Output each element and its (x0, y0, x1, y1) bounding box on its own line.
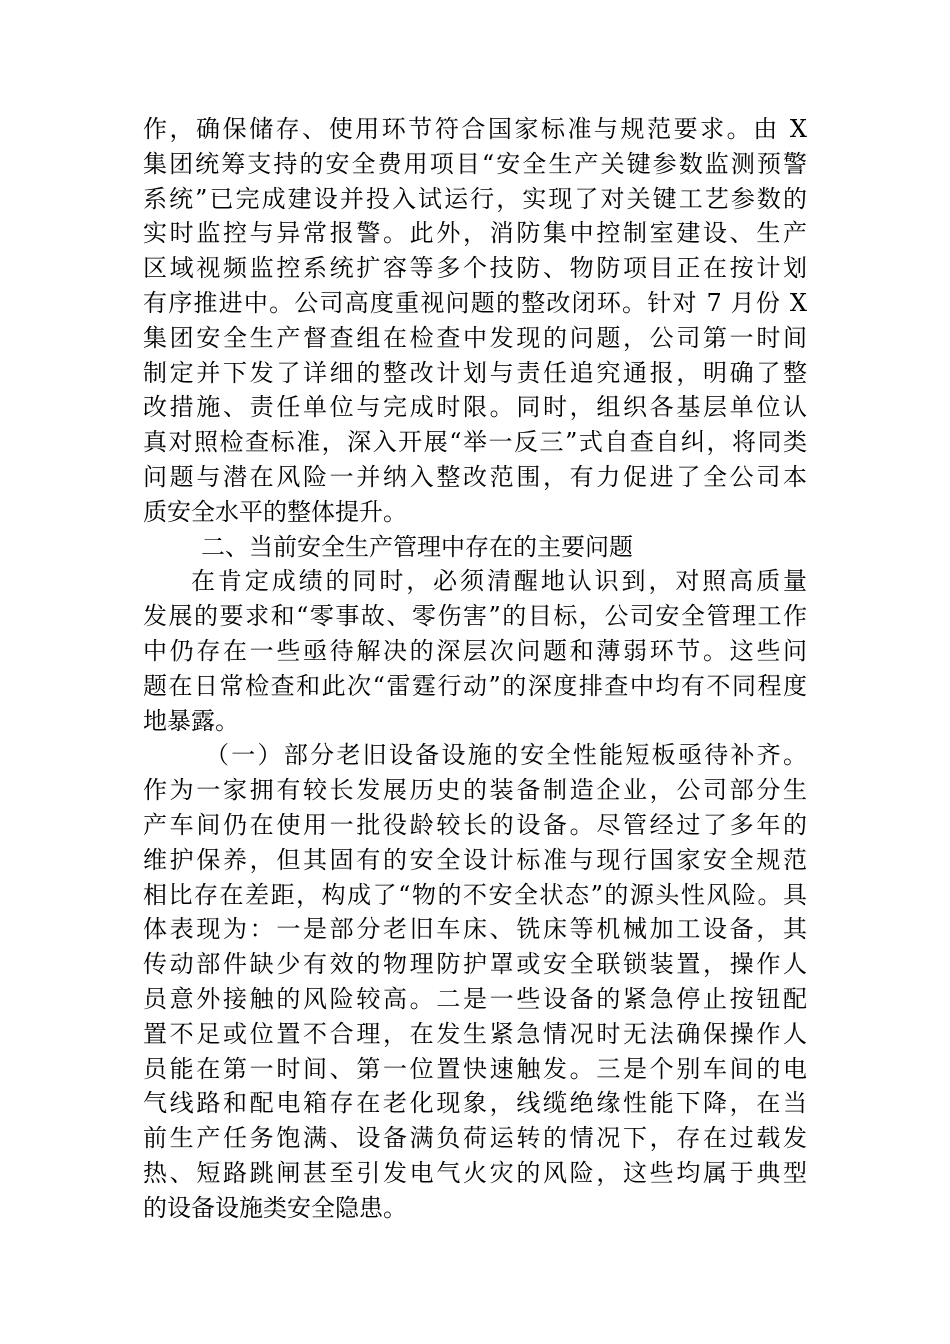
text-line: 有序推进中。公司高度重视问题的整改闭环。针对 7 月份 X (143, 288, 807, 317)
text-line: 员意外接触的风险较高。二是一些设备的紧急停止按钮配 (143, 984, 807, 1013)
text-line: 相比存在差距，构成了“物的不安全状态”的源头性风险。具 (143, 880, 807, 909)
text-line: 集团统筹支持的安全费用项目“安全生产关键参数监测预警 (143, 149, 807, 178)
section-heading: 二、当前安全生产管理中存在的主要问题 (201, 532, 633, 561)
text-line: 维护保养，但其固有的安全设计标准与现行国家安全规范 (143, 845, 807, 874)
text-line: 体表现为：一是部分老旧车床、铣床等机械加工设备，其 (143, 915, 807, 944)
text-line: 置不足或位置不合理，在发生紧急情况时无法确保操作人 (143, 1019, 807, 1048)
document-body (143, 112, 807, 1226)
text-line: 作，确保储存、使用环节符合国家标准与规范要求。由 X (143, 115, 807, 143)
text-line: 问题与潜在风险一并纳入整改范围，有力促进了全公司本 (143, 462, 807, 491)
text-line: 传动部件缺少有效的物理防护罩或安全联锁装置，操作人 (143, 950, 807, 979)
text-line: 真对照检查标准，深入开展“举一反三”式自查自纠，将同类 (143, 428, 807, 457)
text-line: 集团安全生产督查组在检查中发现的问题，公司第一时间 (143, 323, 807, 352)
text-line: 气线路和配电箱存在老化现象，线缆绝缘性能下降，在当 (143, 1089, 807, 1118)
text-line: 前生产任务饱满、设备满负荷运转的情况下，存在过载发 (143, 1124, 807, 1153)
text-line: 产车间仍在使用一批役龄较长的设备。尽管经过了多年的 (143, 810, 807, 839)
text-line: 制定并下发了详细的整改计划与责任追究通报，明确了整 (143, 358, 807, 387)
text-line: 在肯定成绩的同时，必须清醒地认识到，对照高质量 (191, 567, 807, 596)
text-line: 热、短路跳闸甚至引发电气火灾的风险，这些均属于典型 (143, 1158, 807, 1187)
text-line: 区域视频监控系统扩容等多个技防、物防项目正在按计划 (143, 254, 807, 283)
subsection-heading: （一）部分老旧设备设施的安全性能短板亟待补齐。 (205, 741, 807, 770)
text-line: 的设备设施类安全隐患。 (143, 1193, 407, 1222)
text-line: 系统”已完成建设并投入试运行，实现了对关键工艺参数的 (143, 184, 807, 213)
text-line: 地暴露。 (143, 706, 239, 735)
text-line: 中仍存在一些亟待解决的深层次问题和薄弱环节。这些问 (143, 636, 807, 665)
text-line: 作为一家拥有较长发展历史的装备制造企业，公司部分生 (143, 776, 807, 805)
text-line: 发展的要求和“零事故、零伤害”的目标，公司安全管理工作 (143, 602, 807, 631)
text-line: 质安全水平的整体提升。 (143, 497, 407, 526)
text-line: 员能在第一时间、第一位置快速触发。三是个别车间的电 (143, 1054, 807, 1083)
text-line: 题在日常检查和此次“雷霆行动”的深度排查中均有不同程度 (143, 671, 807, 700)
text-line: 实时监控与异常报警。此外，消防集中控制室建设、生产 (143, 219, 807, 248)
text-line: 改措施、责任单位与完成时限。同时，组织各基层单位认 (143, 393, 807, 422)
